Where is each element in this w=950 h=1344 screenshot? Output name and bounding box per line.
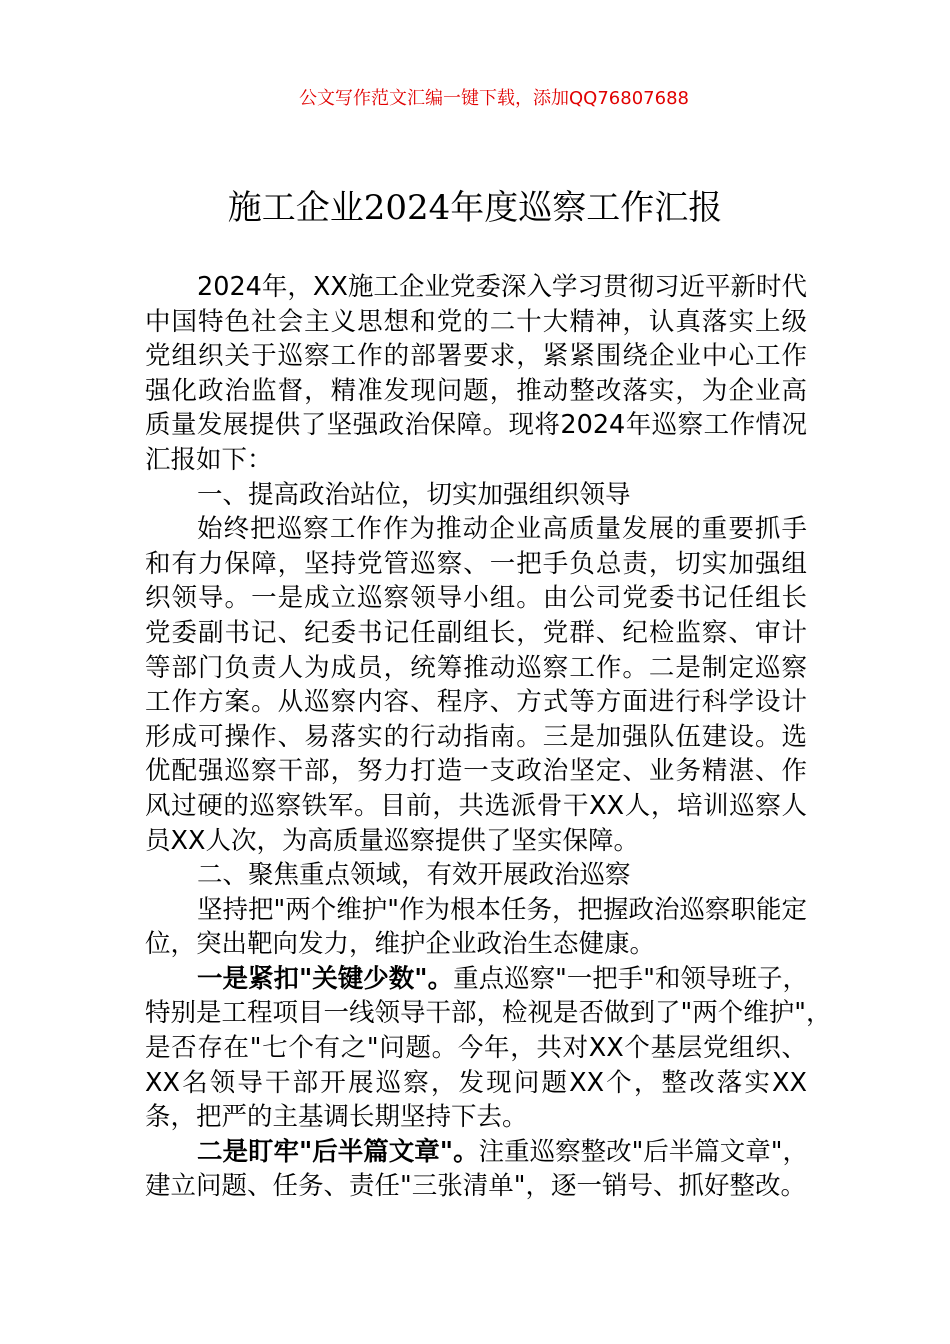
paragraph-line bbox=[145, 685, 807, 720]
line-text: 重点巡察"一把手"和领导班子， bbox=[453, 963, 809, 994]
paragraph-line bbox=[145, 720, 807, 755]
paragraph-line bbox=[145, 927, 807, 962]
line-text: 注重巡察整改"后半篇文章"， bbox=[478, 1136, 809, 1167]
paragraph-line bbox=[145, 339, 807, 374]
line-text: 条，把严的主基调长期坚持下去。 bbox=[145, 1102, 528, 1133]
line-text: 建立问题、任务、责任"三张清单"，逐一销号、抓好整改。 bbox=[145, 1171, 806, 1202]
line-text: 党组织关于巡察工作的部署要求，紧紧围绕企业中心工作 bbox=[145, 341, 807, 372]
line-text: XX名领导干部开展巡察，发现问题XX个，整改落实XX bbox=[145, 1067, 807, 1098]
line-text: 质量发展提供了坚强政治保障。现将2024年巡察工作情况 bbox=[145, 410, 807, 441]
paragraph-line bbox=[145, 374, 807, 409]
line-text: 一、提高政治站位，切实加强组织领导 bbox=[197, 479, 631, 510]
paragraph-line bbox=[145, 512, 807, 547]
line-text: 二、聚焦重点领域，有效开展政治巡察 bbox=[197, 860, 631, 891]
line-text: 2024年，XX施工企业党委深入学习贯彻习近平新时代 bbox=[197, 272, 807, 302]
paragraph-line bbox=[145, 824, 807, 859]
paragraph-line bbox=[145, 443, 807, 478]
paragraph-line bbox=[145, 1100, 807, 1135]
paragraph-line bbox=[145, 1169, 807, 1204]
line-text: 特别是工程项目一线领导干部，检视是否做到了"两个维护"， bbox=[145, 998, 832, 1029]
line-text: 汇报如下： bbox=[145, 444, 273, 475]
paragraph-line bbox=[145, 581, 807, 616]
line-text: 位，突出靶向发力，维护企业政治生态健康。 bbox=[145, 929, 656, 960]
paragraph-line bbox=[145, 1031, 807, 1066]
paragraph-line bbox=[145, 962, 807, 997]
line-text: 工作方案。从巡察内容、程序、方式等方面进行科学设计 bbox=[145, 687, 807, 718]
paragraph-line bbox=[145, 305, 807, 340]
paragraph-line bbox=[145, 478, 807, 513]
paragraph-line bbox=[145, 651, 807, 686]
paragraph-line bbox=[145, 754, 807, 789]
paragraph-line bbox=[145, 1066, 807, 1101]
paragraph-line bbox=[145, 996, 832, 1031]
paragraph-line bbox=[145, 616, 807, 651]
paragraph-line bbox=[145, 858, 807, 893]
paragraph-line bbox=[145, 270, 807, 305]
bold-lead: 一是紧扣"关键少数"。 bbox=[197, 963, 454, 994]
line-text: 优配强巡察干部，努力打造一支政治坚定、业务精湛、作 bbox=[145, 756, 807, 787]
paragraph-line bbox=[145, 408, 807, 443]
line-text: 强化政治监督，精准发现问题，推动整改落实，为企业高 bbox=[145, 375, 807, 406]
line-text: 风过硬的巡察铁军。目前，共选派骨干XX人，培训巡察人 bbox=[145, 790, 807, 821]
paragraph-line bbox=[145, 547, 807, 582]
line-text: 党委副书记、纪委书记任副组长，党群、纪检监察、审计 bbox=[145, 617, 807, 648]
line-text: 始终把巡察工作作为推动企业高质量发展的重要抓手 bbox=[197, 514, 807, 545]
line-text: 坚持把"两个维护"作为根本任务，把握政治巡察职能定 bbox=[197, 894, 807, 925]
line-text: 和有力保障，坚持党管巡察、一把手负总责，切实加强组 bbox=[145, 548, 807, 579]
paragraph-line bbox=[145, 1135, 807, 1170]
paragraph-line bbox=[145, 789, 807, 824]
line-text: 是否存在"七个有之"问题。今年，共对XX个基层党组织、 bbox=[145, 1033, 807, 1064]
document-title: 施工企业2024年度巡察工作汇报 bbox=[227, 188, 723, 228]
promo-banner: 公文写作范文汇编一键下载，添加QQ76807688 bbox=[299, 88, 689, 109]
line-text: 形成可操作、易落实的行动指南。三是加强队伍建设。选 bbox=[145, 721, 807, 752]
line-text: 员XX人次，为高质量巡察提供了坚实保障。 bbox=[145, 825, 639, 856]
line-text: 等部门负责人为成员，统筹推动巡察工作。二是制定巡察 bbox=[145, 652, 807, 683]
line-text: 织领导。一是成立巡察领导小组。由公司党委书记任组长 bbox=[145, 583, 807, 614]
paragraph-line bbox=[145, 893, 807, 928]
bold-lead: 二是盯牢"后半篇文章"。 bbox=[197, 1136, 479, 1167]
line-text: 中国特色社会主义思想和党的二十大精神，认真落实上级 bbox=[145, 306, 807, 337]
document-body bbox=[145, 270, 832, 1204]
